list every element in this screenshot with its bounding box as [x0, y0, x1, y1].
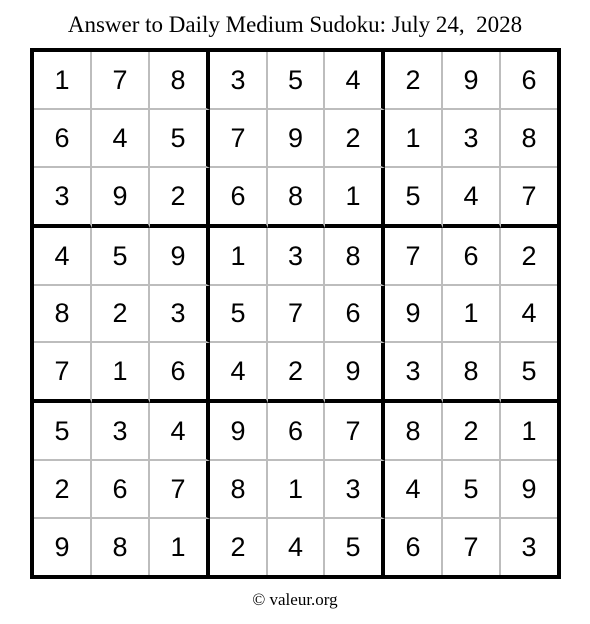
sudoku-cell: 9: [443, 52, 501, 110]
grid-row: [34, 461, 557, 519]
sudoku-cell: 9: [34, 519, 92, 575]
sudoku-cell: 4: [92, 110, 150, 168]
sudoku-cell: 5: [210, 286, 268, 343]
sudoku-cell: 1: [210, 228, 268, 286]
sudoku-cell: 9: [268, 110, 325, 168]
sudoku-cell: 6: [268, 403, 325, 461]
sudoku-cell: 3: [150, 286, 210, 343]
sudoku-cell: 7: [150, 461, 210, 519]
sudoku-cell: 7: [210, 110, 268, 168]
sudoku-cell: 6: [443, 228, 501, 286]
sudoku-cell: 6: [210, 168, 268, 228]
sudoku-cell: 9: [501, 461, 557, 519]
grid-row: [34, 343, 557, 403]
sudoku-cell: 1: [501, 403, 557, 461]
sudoku-cell: 7: [385, 228, 443, 286]
sudoku-cell: 2: [92, 286, 150, 343]
sudoku-cell: 5: [92, 228, 150, 286]
sudoku-cell: 5: [501, 343, 557, 403]
sudoku-cell: 3: [325, 461, 385, 519]
sudoku-cell: 2: [268, 343, 325, 403]
sudoku-cell: 8: [443, 343, 501, 403]
sudoku-cell: 4: [385, 461, 443, 519]
sudoku-cell: 6: [150, 343, 210, 403]
sudoku-cell: 2: [385, 52, 443, 110]
sudoku-cell: 8: [325, 228, 385, 286]
sudoku-cell: 4: [210, 343, 268, 403]
sudoku-cell: 5: [268, 52, 325, 110]
sudoku-cell: 1: [92, 343, 150, 403]
sudoku-cell: 7: [501, 168, 557, 228]
sudoku-cell: 4: [501, 286, 557, 343]
sudoku-cell: 3: [443, 110, 501, 168]
sudoku-cell: 3: [92, 403, 150, 461]
sudoku-cell: 8: [92, 519, 150, 575]
sudoku-cell: 1: [443, 286, 501, 343]
grid-row: [34, 228, 557, 286]
sudoku-cell: 7: [443, 519, 501, 575]
sudoku-cell: 3: [521, 531, 537, 562]
grid-row: [34, 286, 557, 343]
sudoku-cell: 1: [150, 519, 210, 575]
page-title: Answer to Daily Medium Sudoku: July 24, 2028: [67, 12, 523, 37]
sudoku-cell: 7: [34, 343, 92, 403]
sudoku-cell: 8: [385, 403, 443, 461]
sudoku-cell: 4: [150, 403, 210, 461]
sudoku-cell: 8: [268, 168, 325, 228]
sudoku-cell: 4: [325, 52, 385, 110]
site-credit: © valeur.org: [252, 590, 338, 609]
sudoku-cell: 9: [210, 403, 268, 461]
sudoku-cell: 5: [325, 519, 385, 575]
sudoku-cell: 1: [34, 52, 92, 110]
sudoku-cell: 6: [385, 519, 443, 575]
sudoku-cell: 8: [34, 286, 92, 343]
grid-row: [34, 110, 557, 168]
sudoku-cell: 3: [210, 52, 268, 110]
sudoku-cell: 8: [501, 110, 557, 168]
sudoku-cell: 8: [210, 461, 268, 519]
sudoku-cell: 7: [92, 52, 150, 110]
sudoku-cell: 9: [385, 286, 443, 343]
sudoku-cell: 9: [150, 228, 210, 286]
grid-row: [34, 52, 557, 110]
sudoku-cell: 5: [385, 168, 443, 228]
sudoku-board: [30, 48, 561, 579]
sudoku-cell: 6: [501, 52, 557, 110]
sudoku-cell: 3: [268, 228, 325, 286]
sudoku-cell: 6: [325, 286, 385, 343]
sudoku-cell: 4: [268, 519, 325, 575]
sudoku-cell: 7: [268, 286, 325, 343]
sudoku-cell: 5: [34, 403, 92, 461]
sudoku-cell: 2: [501, 228, 557, 286]
sudoku-cell: 1: [268, 461, 325, 519]
sudoku-cell: 6: [34, 110, 92, 168]
sudoku-cell: 1: [385, 110, 443, 168]
sudoku-cell: 3: [385, 343, 443, 403]
grid-row: [34, 519, 557, 575]
grid-row: [34, 403, 557, 461]
sudoku-cell: 3: [34, 168, 92, 228]
sudoku-cell: 8: [150, 52, 210, 110]
sudoku-cell: 4: [443, 168, 501, 228]
sudoku-cell: 7: [325, 403, 385, 461]
sudoku-cell: 1: [325, 168, 385, 228]
sudoku-cell: 2: [34, 461, 92, 519]
sudoku-cell: 9: [92, 168, 150, 228]
sudoku-cell: 2: [150, 168, 210, 228]
sudoku-cell: 5: [443, 461, 501, 519]
sudoku-cell: 4: [34, 228, 92, 286]
sudoku-cell: 5: [150, 110, 210, 168]
grid-row: [34, 168, 557, 228]
sudoku-cell: 2: [443, 403, 501, 461]
sudoku-cell: 6: [92, 461, 150, 519]
sudoku-cell: 9: [325, 343, 385, 403]
sudoku-cell: 2: [210, 519, 268, 575]
sudoku-cell: 2: [325, 110, 385, 168]
